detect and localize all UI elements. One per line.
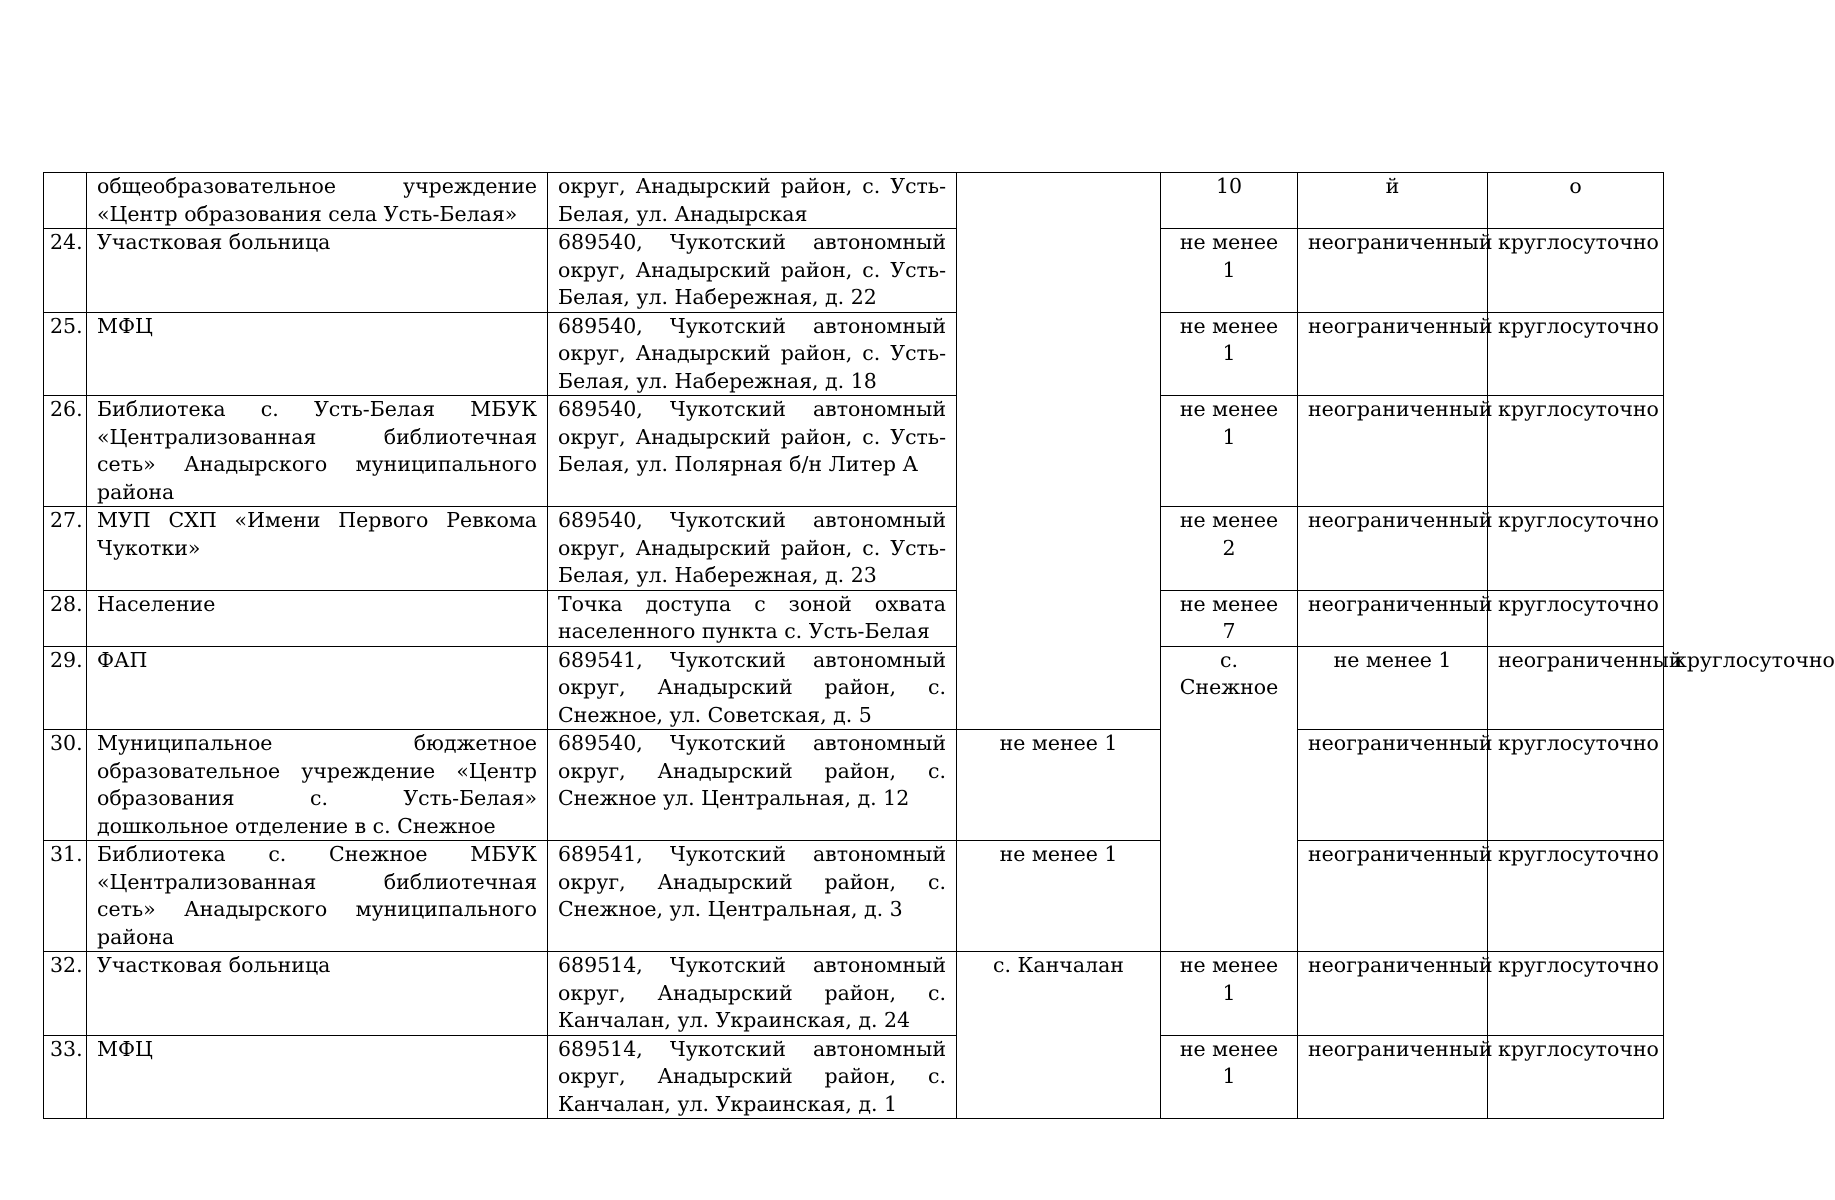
table-row: 29. ФАП 689541, Чукотский автономный округ, Анадырский район, с. Снежное, ул. Советская, д. 5 с. Снежное не менее 1 неограниченный круглосуточно [44, 646, 1664, 730]
quantity-cell: 10 [1161, 173, 1298, 229]
institution-name: общеобразовательное учреждение «Центр образования села Усть-Белая» [87, 173, 548, 229]
address-cell: округ, Анадырский район, с. Усть-Белая, ул. Анадырская [548, 173, 957, 229]
quantity-cell: не менее 1 [957, 841, 1161, 952]
hours-cell: круглосуточно [1488, 841, 1664, 952]
row-number: 26. [44, 396, 87, 507]
table-row [44, 590, 1664, 646]
settlement-cell: с. Канчалан [957, 952, 1161, 1119]
table-row [44, 312, 1664, 396]
limit-cell: неограниченный [1298, 396, 1488, 507]
hours-cell: круглосуточно [1488, 730, 1664, 841]
row-number: 31. [44, 841, 87, 952]
hours-cell: круглосуточно [1488, 1035, 1664, 1119]
row-number: 29. [44, 646, 87, 730]
access-points-table [43, 172, 1835, 1119]
institution-name: Библиотека с. Усть-Белая МБУК «Централизованная библиотечная сеть» Анадырского муниципального района [87, 396, 548, 507]
limit-cell: неограниченный [1298, 952, 1488, 1036]
institution-name: ФАП [87, 646, 548, 730]
institution-name: МФЦ [87, 312, 548, 396]
table-row [44, 507, 1664, 591]
address-cell: 689541, Чукотский автономный округ, Анадырский район, с. Снежное, ул. Центральная, д. 3 [548, 841, 957, 952]
address-cell: 689540, Чукотский автономный округ, Анадырский район, с. Усть-Белая, ул. Набережная, д. 23 [548, 507, 957, 591]
quantity-cell: не менее 1 [1161, 312, 1298, 396]
hours-cell: круглосуточно [1488, 590, 1664, 646]
quantity-cell: не менее 1 [1161, 952, 1298, 1036]
institution-name: МУП СХП «Имени Первого Ревкома Чукотки» [87, 507, 548, 591]
limit-cell: неограниченный [1298, 841, 1488, 952]
institution-name: Муниципальное бюджетное образовательное учреждение «Центр образования с. Усть-Белая» дошкольное отделение в с. Снежное [87, 730, 548, 841]
limit-cell: й [1298, 173, 1488, 229]
address-cell: Точка доступа с зоной охвата населенного пункта с. Усть-Белая [548, 590, 957, 646]
row-number [44, 173, 87, 229]
institution-name: Библиотека с. Снежное МБУК «Централизованная библиотечная сеть» Анадырского муниципального района [87, 841, 548, 952]
row-number: 32. [44, 952, 87, 1036]
limit-cell: неограниченный [1298, 590, 1488, 646]
table-row [44, 952, 1664, 1036]
hours-cell: круглосуточно [1488, 952, 1664, 1036]
limit-cell: неограниченный [1298, 730, 1488, 841]
row-number: 30. [44, 730, 87, 841]
hours-cell: круглосуточно [1488, 312, 1664, 396]
row-number: 25. [44, 312, 87, 396]
row-number: 28. [44, 590, 87, 646]
institution-name: Население [87, 590, 548, 646]
institution-name: Участковая больница [87, 952, 548, 1036]
hours-cell: круглосуточно [1488, 229, 1664, 313]
address-cell: 689540, Чукотский автономный округ, Анадырский район, с. Усть-Белая, ул. Набережная, д. 22 [548, 229, 957, 313]
address-cell: 689540, Чукотский автономный округ, Анадырский район, с. Усть-Белая, ул. Набережная, д. 18 [548, 312, 957, 396]
address-cell: 689540, Чукотский автономный округ, Анадырский район, с. Усть-Белая, ул. Полярная б/н Литер А [548, 396, 957, 507]
quantity-cell: не менее 1 [1161, 229, 1298, 313]
table-row [44, 1035, 1664, 1119]
settlement-cell: с. Снежное [1161, 646, 1298, 952]
hours-cell: круглосуточно [1488, 507, 1664, 591]
row-number: 33. [44, 1035, 87, 1119]
institution-name: МФЦ [87, 1035, 548, 1119]
table-row [44, 173, 1664, 229]
quantity-cell: не менее 1 [1298, 646, 1488, 730]
quantity-cell: не менее 1 [1161, 1035, 1298, 1119]
limit-cell: неограниченный [1298, 312, 1488, 396]
limit-cell: неограниченный [1488, 646, 1664, 730]
institution-name: Участковая больница [87, 229, 548, 313]
limit-cell: неограниченный [1298, 229, 1488, 313]
row-number: 24. [44, 229, 87, 313]
quantity-cell: не менее 1 [1161, 396, 1298, 507]
quantity-cell: не менее 2 [1161, 507, 1298, 591]
settlement-cell [957, 173, 1161, 730]
limit-cell: неограниченный [1298, 507, 1488, 591]
address-cell: 689514, Чукотский автономный округ, Анадырский район, с. Канчалан, ул. Украинская, д. 1 [548, 1035, 957, 1119]
quantity-cell: не менее 7 [1161, 590, 1298, 646]
table-row [44, 841, 1664, 952]
table-row [44, 730, 1664, 841]
address-cell: 689540, Чукотский автономный округ, Анадырский район, с. Снежное ул. Центральная, д. 12 [548, 730, 957, 841]
hours-cell: о [1488, 173, 1664, 229]
limit-cell: неограниченный [1298, 1035, 1488, 1119]
address-cell: 689541, Чукотский автономный округ, Анадырский район, с. Снежное, ул. Советская, д. 5 [548, 646, 957, 730]
quantity-cell: не менее 1 [957, 730, 1161, 841]
hours-cell: круглосуточно [1488, 396, 1664, 507]
row-number: 27. [44, 507, 87, 591]
table-row [44, 229, 1664, 313]
address-cell: 689514, Чукотский автономный округ, Анадырский район, с. Канчалан, ул. Украинская, д. 24 [548, 952, 957, 1036]
table-row [44, 396, 1664, 507]
